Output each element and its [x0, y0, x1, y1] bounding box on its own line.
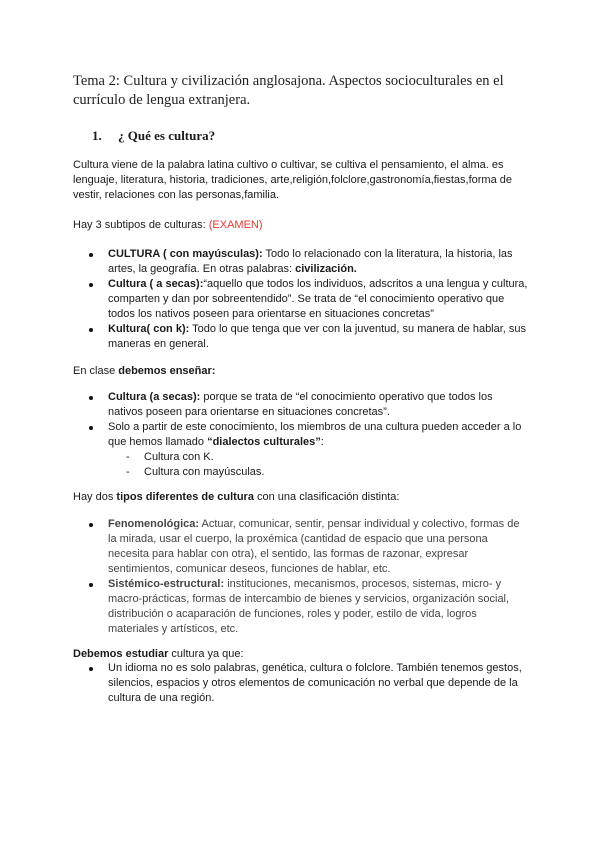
teach-intro-text: En clase: [73, 365, 119, 377]
page-title: Tema 2: Cultura y civilización anglosajona. Aspectos socioculturales en el currículo de lengua extranjera.: [73, 73, 504, 108]
list-item: [108, 277, 528, 322]
list-item: [108, 322, 528, 352]
list-item-text: “aquello que todos los individuos, adscritos a una lengua y cultura, comparten y dan por sobreentendido”. Se trata de “el conocimiento operativo que todos los nativos poseen para orientarse en situaciones concretas”: [108, 278, 528, 320]
list-item-text: :: [320, 436, 324, 448]
list-item: - Cultura con mayúsculas.: [126, 465, 264, 480]
types-intro: [73, 490, 528, 505]
intro-paragraph: Cultura viene de la palabra latina cultivo o cultivar, se cultiva el pensamiento, el alma. es lenguaje, literatura, historia, tradiciones, arte,religión,folclore,gastronomía,fiestas,forma de vestir, relaciones con las personas,familia.: [73, 159, 513, 201]
list-item-term: “dialectos culturales”: [207, 436, 321, 448]
types-intro-text: con una clasificación distinta:: [253, 491, 400, 503]
list-item-text: Solo a partir de este conocimiento, los miembros de una cultura pueden acceder a lo que hemos llamado: [108, 421, 522, 448]
list-item-text: Actuar, comunicar, sentir, pensar individual y colectivo, formas de la mirada, usar el cuerpo, la proxémica (cantidad de espacio que una persona necesita para hablar con otra), el sentido, las formas de razonar, expresar sentimientos, comunicar deseos, funciones de hablar, etc.: [108, 518, 520, 575]
list-item-term: civilización.: [295, 263, 357, 275]
list-item-text: instituciones, mecanismos, procesos, sistemas, micro- y macro-prácticas, formas de intercambio de bienes y servicios, organización social, distribución o acaparación de funciones, roles y poder, estilo de vida, logros materiales y artísticos, etc.: [108, 578, 510, 635]
list-item: [108, 247, 528, 277]
list-item-term: Cultura ( a secas):: [108, 278, 204, 290]
study-intro-text: cultura ya que:: [168, 648, 244, 660]
list-item: [108, 517, 528, 577]
list-item: [108, 420, 528, 450]
list-item: - Cultura con K.: [126, 450, 264, 465]
list-item: Un idioma no es solo palabras, genética, cultura o folclore. También tenemos gestos, silencios, espacios y otros elementos de comunicación no verbal que depende de la cultura de una región.: [108, 661, 528, 706]
list-item-term: CULTURA ( con mayúsculas):: [108, 248, 263, 260]
list-item-text: porque se trata de “el conocimiento operativo que todos los nativos poseen para orientarse en situaciones concretas”.: [108, 391, 493, 418]
subtypes-intro: [73, 218, 528, 233]
exam-tag: (EXAMEN): [208, 219, 263, 231]
teach-intro-bold: debemos enseñar:: [118, 365, 216, 377]
section-heading: [92, 128, 215, 144]
list-item: [108, 577, 528, 637]
list-item-term: Cultura (a secas):: [108, 391, 201, 403]
types-list: [108, 517, 528, 637]
section-number: 1.: [92, 128, 102, 143]
list-item-term: Kultura( con k):: [108, 323, 190, 335]
list-item-term: Sistémico-estructural:: [108, 578, 225, 590]
teach-intro: [73, 364, 528, 379]
list-item-text: Todo lo relacionado con la literatura, la historia, las artes, la geografía. En otras palabras:: [108, 248, 513, 275]
types-intro-text: Hay dos: [73, 491, 117, 503]
subtypes-list: [108, 247, 528, 352]
study-intro: [73, 647, 528, 662]
teach-list: [108, 390, 528, 450]
types-intro-bold: tipos diferentes de cultura: [116, 491, 254, 503]
list-item-text: Todo lo que tenga que ver con la juventud, su manera de hablar, sus maneras en general.: [108, 323, 527, 350]
section-heading-text: ¿ Qué es cultura?: [118, 128, 216, 143]
study-intro-bold: Debemos estudiar: [73, 648, 169, 660]
list-item: [108, 390, 528, 420]
list-item-term: Fenomenológica:: [108, 518, 200, 530]
subtypes-intro-text: Hay 3 subtipos de culturas:: [73, 219, 206, 231]
dialects-list: [126, 450, 264, 480]
study-list: [108, 661, 528, 706]
